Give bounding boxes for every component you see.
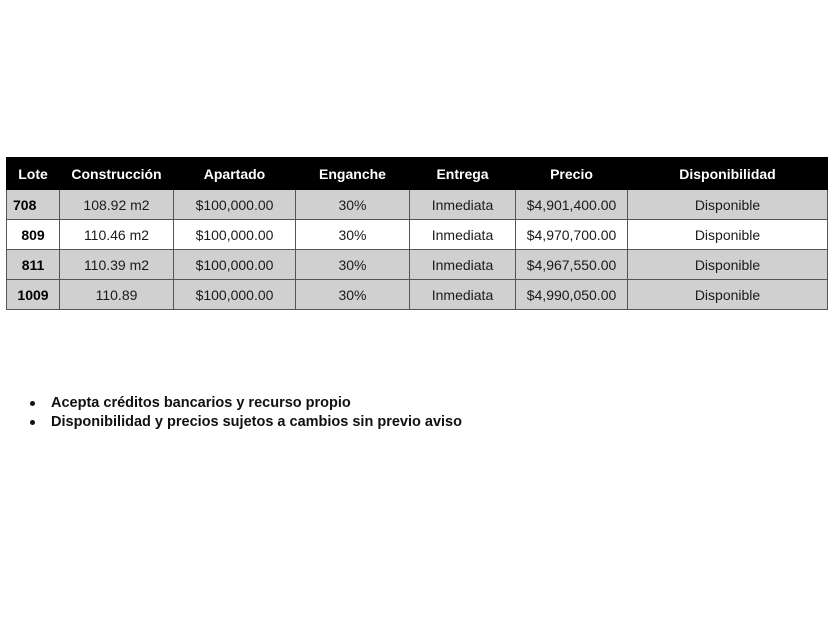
note-text: Disponibilidad y precios sujetos a cambios sin previo aviso (51, 414, 462, 430)
cell-precio: $4,967,550.00 (516, 250, 628, 280)
header-disponibilidad: Disponibilidad (628, 158, 828, 190)
list-item (30, 413, 462, 432)
table-row (7, 190, 828, 220)
cell-enganche: 30% (296, 250, 410, 280)
cell-entrega: Inmediata (410, 190, 516, 220)
cell-apartado: $100,000.00 (174, 220, 296, 250)
table-row (7, 250, 828, 280)
list-item (30, 394, 462, 413)
cell-lote: 1009 (7, 280, 60, 310)
cell-enganche: 30% (296, 220, 410, 250)
notes-list (30, 394, 462, 432)
cell-precio: $4,990,050.00 (516, 280, 628, 310)
table-row (7, 280, 828, 310)
cell-construccion: 108.92 m2 (60, 190, 174, 220)
cell-disponibilidad: Disponible (628, 250, 828, 280)
cell-construccion: 110.46 m2 (60, 220, 174, 250)
cell-disponibilidad: Disponible (628, 190, 828, 220)
cell-entrega: Inmediata (410, 220, 516, 250)
cell-lote: 809 (7, 220, 60, 250)
cell-entrega: Inmediata (410, 280, 516, 310)
lots-price-table (6, 157, 828, 310)
cell-apartado: $100,000.00 (174, 190, 296, 220)
table-header-row (7, 158, 828, 190)
cell-enganche: 30% (296, 280, 410, 310)
header-lote: Lote (7, 158, 60, 190)
cell-disponibilidad: Disponible (628, 220, 828, 250)
bullet-icon (30, 401, 35, 406)
header-precio: Precio (516, 158, 628, 190)
header-construccion: Construcción (60, 158, 174, 190)
cell-construccion: 110.89 (60, 280, 174, 310)
cell-apartado: $100,000.00 (174, 280, 296, 310)
header-entrega: Entrega (410, 158, 516, 190)
cell-disponibilidad: Disponible (628, 280, 828, 310)
cell-precio: $4,901,400.00 (516, 190, 628, 220)
cell-construccion: 110.39 m2 (60, 250, 174, 280)
table-row (7, 220, 828, 250)
cell-entrega: Inmediata (410, 250, 516, 280)
header-enganche: Enganche (296, 158, 410, 190)
cell-lote: 811 (7, 250, 60, 280)
note-text: Acepta créditos bancarios y recurso propio (51, 395, 351, 411)
cell-apartado: $100,000.00 (174, 250, 296, 280)
bullet-icon (30, 420, 35, 425)
cell-precio: $4,970,700.00 (516, 220, 628, 250)
header-apartado: Apartado (174, 158, 296, 190)
cell-enganche: 30% (296, 190, 410, 220)
cell-lote: 708 (7, 190, 60, 220)
